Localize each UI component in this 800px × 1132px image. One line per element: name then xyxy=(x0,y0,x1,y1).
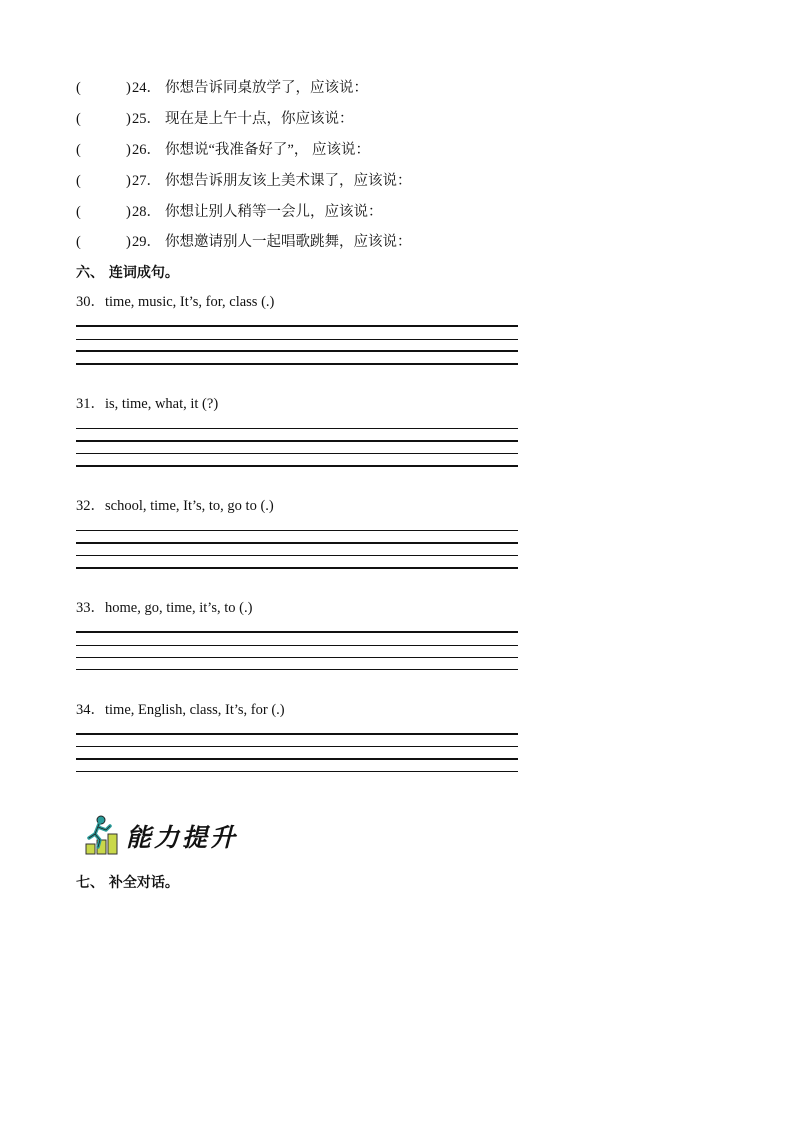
answer-paren-close: ) xyxy=(126,111,131,127)
answer-line xyxy=(76,771,518,772)
answer-line xyxy=(76,746,518,747)
sentence-question-prompt: 31．is, time, what, it (?) xyxy=(76,396,219,412)
answer-line xyxy=(76,555,518,556)
question-number: 28． xyxy=(132,204,161,220)
answer-line xyxy=(76,669,518,670)
running-person-podium-icon xyxy=(84,814,120,856)
question-number: 27． xyxy=(132,173,161,189)
answer-paren-open: ( xyxy=(76,173,81,189)
answer-line xyxy=(76,339,518,340)
answer-line xyxy=(76,428,518,429)
question-text: 你想告诉同桌放学了，应该说： xyxy=(165,80,368,96)
answer-line xyxy=(76,657,518,658)
answer-line xyxy=(76,453,518,454)
answer-line xyxy=(76,758,518,760)
answer-paren-open: ( xyxy=(76,142,81,158)
answer-paren-close: ) xyxy=(126,173,131,189)
answer-paren-close: ) xyxy=(126,80,131,96)
sentence-question-prompt: 30．time, music, It’s, for, class (.) xyxy=(76,294,275,310)
answer-line xyxy=(76,530,518,531)
answer-paren-open: ( xyxy=(76,234,81,250)
question-number: 24． xyxy=(132,80,161,96)
question-text: 现在是上午十点，你应该说： xyxy=(165,111,354,127)
section-six-heading: 六、 连词成句。 xyxy=(76,265,179,281)
question-text: 你想说“我准备好了”， 应该说： xyxy=(165,142,370,158)
sentence-question-prompt: 34．time, English, class, It’s, for (.) xyxy=(76,702,285,718)
answer-line xyxy=(76,325,518,327)
answer-paren-close: ) xyxy=(126,204,131,220)
sentence-question-prompt: 32．school, time, It’s, to, go to (.) xyxy=(76,498,274,514)
answer-line xyxy=(76,350,518,352)
answer-line xyxy=(76,363,518,365)
answer-paren-open: ( xyxy=(76,80,81,96)
answer-paren-close: ) xyxy=(126,142,131,158)
question-number: 26． xyxy=(132,142,161,158)
question-number: 29． xyxy=(132,234,161,250)
sentence-question-prompt: 33．home, go, time, it’s, to (.) xyxy=(76,600,253,616)
question-number: 25． xyxy=(132,111,161,127)
question-text: 你想让别人稍等一会儿，应该说： xyxy=(165,204,383,220)
answer-paren-open: ( xyxy=(76,111,81,127)
answer-line xyxy=(76,631,518,633)
answer-paren-close: ) xyxy=(126,234,131,250)
question-text: 你想邀请别人一起唱歌跳舞，应该说： xyxy=(165,234,412,250)
banner-title: 能力提升 xyxy=(126,823,239,852)
answer-line xyxy=(76,440,518,442)
answer-line xyxy=(76,465,518,467)
answer-line xyxy=(76,542,518,544)
answer-line xyxy=(76,733,518,735)
question-text: 你想告诉朋友该上美术课了，应该说： xyxy=(165,173,412,189)
answer-line xyxy=(76,567,518,569)
section-seven-heading: 七、 补全对话。 xyxy=(76,875,179,891)
answer-paren-open: ( xyxy=(76,204,81,220)
answer-line xyxy=(76,645,518,646)
